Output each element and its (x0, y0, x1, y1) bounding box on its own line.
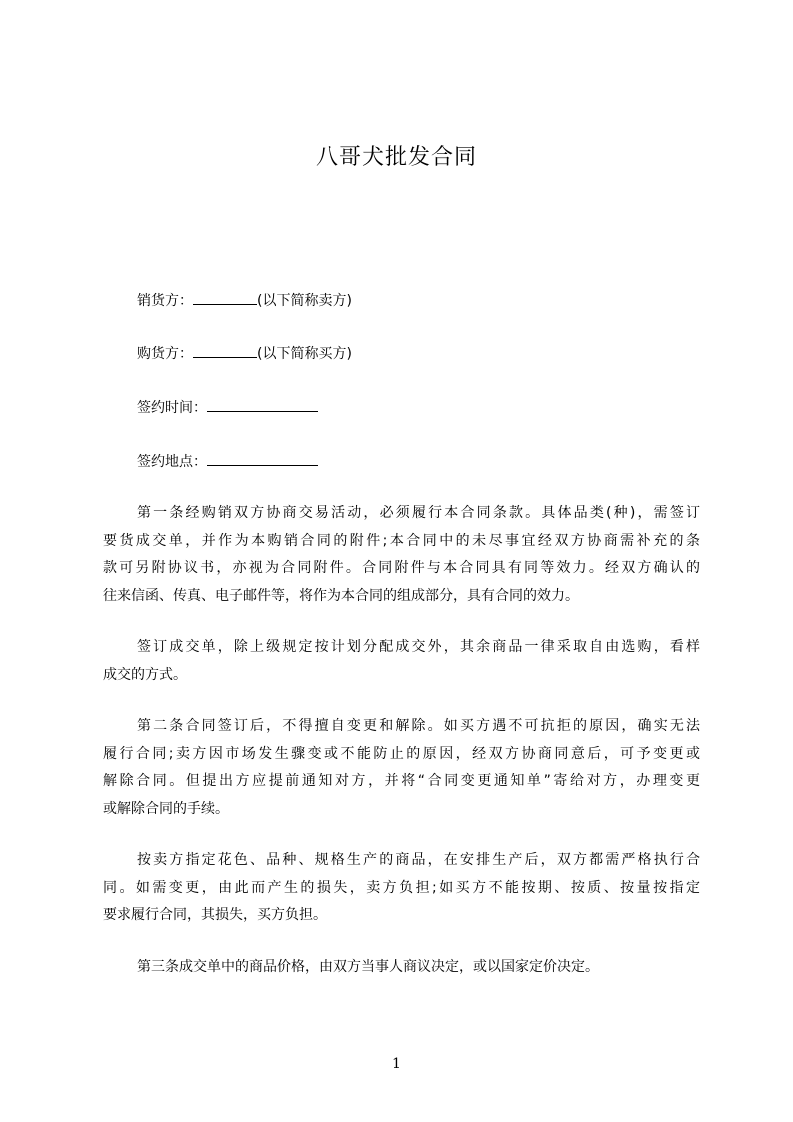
paragraph-line: 要货成交单，并作为本购销合同的附件;本合同中的未尽事宜经双方协商需补充的条 (103, 532, 700, 549)
sign-time-blank (207, 397, 318, 412)
paragraph-line: 履行合同;卖方因市场发生骤变或不能防止的原因，经双方协商同意后，可予变更或 (103, 745, 700, 762)
sign-place-field (137, 451, 318, 472)
sign-place-label: 签约地点： (137, 454, 207, 470)
buyer-field (137, 343, 352, 364)
paragraph-line: 要求履行合同，其损失，买方负担。 (103, 907, 327, 923)
paragraph-order-method (103, 634, 700, 689)
paragraph-line: 同。如需变更，由此而产生的损失，卖方负担;如买方不能按期、按质、按量按指定 (103, 879, 700, 896)
paragraph-line: 解除合同。但提出方应提前通知对方，并将“合同变更通知单”寄给对方，办理变更 (103, 773, 700, 789)
paragraph-line: 成交的方式。 (103, 666, 187, 683)
paragraph-article-3 (103, 954, 700, 982)
buyer-suffix: (以下简称买方) (257, 346, 352, 362)
buyer-blank (193, 343, 257, 358)
paragraph-line: 往来信函、传真、电子邮件等，将作为本合同的组成部分，具有合同的效力。 (103, 587, 579, 604)
sign-time-field (137, 397, 318, 418)
sign-time-label: 签约时间： (137, 400, 207, 416)
document-title: 八哥犬批发合同 (315, 145, 477, 170)
paragraph-line: 第二条合同签订后，不得擅自变更和解除。如买方遇不可抗拒的原因，确实无法 (137, 718, 700, 734)
buyer-label: 购货方： (137, 346, 193, 362)
seller-blank (193, 290, 257, 305)
sign-place-blank (207, 451, 318, 466)
paragraph-specified-goods (103, 847, 700, 930)
paragraph-article-2 (103, 713, 700, 823)
page-number: 1 (392, 1056, 401, 1072)
paragraph-line: 按卖方指定花色、品种、规格生产的商品，在安排生产后，双方都需严格执行合 (137, 852, 700, 868)
seller-label: 销货方： (137, 293, 193, 309)
seller-suffix: (以下简称卖方) (257, 293, 352, 309)
paragraph-line: 第一条经购销双方协商交易活动，必须履行本合同条款。具体品类(种)，需签订 (137, 505, 700, 521)
paragraph-line: 或解除合同的手续。 (103, 800, 229, 817)
paragraph-line: 签订成交单，除上级规定按计划分配成交外，其余商品一律采取自由选购，看样 (137, 639, 700, 655)
seller-field (137, 290, 352, 311)
paragraph-line: 第三条成交单中的商品价格，由双方当事人商议决定，或以国家定价决定。 (137, 959, 599, 975)
paragraph-line: 款可另附协议书，亦视为合同附件。合同附件与本合同具有同等效力。经双方确认的 (103, 560, 700, 576)
paragraph-article-1 (103, 500, 700, 610)
